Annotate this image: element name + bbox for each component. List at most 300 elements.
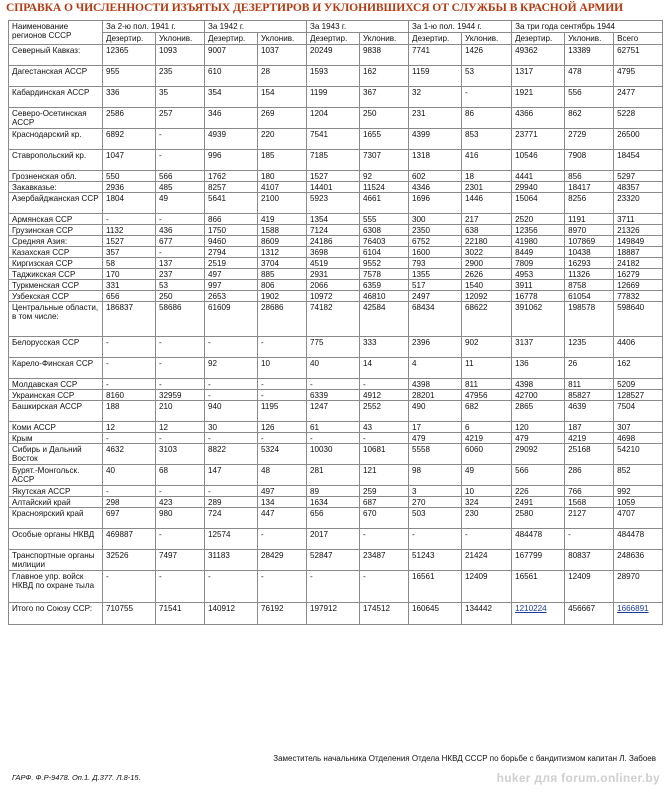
- table-cell: 5324: [258, 444, 307, 465]
- table-cell: 7124: [307, 225, 360, 236]
- table-cell: 12409: [462, 571, 512, 603]
- table-cell: 3022: [462, 247, 512, 258]
- region-name: Ставропольский кр.: [9, 150, 103, 171]
- table-cell: 217: [462, 214, 512, 225]
- table-cell: 80837: [565, 550, 614, 571]
- table-cell: 49: [462, 465, 512, 486]
- table-cell: 997: [205, 280, 258, 291]
- table-cell: -: [360, 433, 409, 444]
- table-cell: 724: [205, 508, 258, 529]
- header-sub: Дезертир.: [307, 33, 360, 45]
- table-cell: 198578: [565, 302, 614, 337]
- header-sub: Дезертир.: [409, 33, 462, 45]
- table-cell: 490: [409, 401, 462, 422]
- table-row: [9, 258, 663, 269]
- table-cell: 12: [156, 422, 205, 433]
- table-cell: 3711: [614, 214, 663, 225]
- table-row: [9, 433, 663, 444]
- table-cell: -: [103, 337, 156, 358]
- table-cell: 687: [360, 497, 409, 508]
- table-cell: -: [205, 571, 258, 603]
- table-cell: 35: [156, 87, 205, 108]
- table-cell: 6308: [360, 225, 409, 236]
- table-cell: 598640: [614, 302, 663, 337]
- table-cell: 23487: [360, 550, 409, 571]
- table-cell: -: [156, 571, 205, 603]
- table-cell: 26: [565, 358, 614, 379]
- table-cell: 1593: [307, 66, 360, 87]
- table-row: [9, 508, 663, 529]
- table-cell: -: [360, 571, 409, 603]
- statistics-table: [8, 20, 663, 625]
- table-cell: 9838: [360, 45, 409, 66]
- table-cell: -: [103, 433, 156, 444]
- table-cell: 436: [156, 225, 205, 236]
- region-name: Карело-Финская ССР: [9, 358, 103, 379]
- table-cell: 4: [409, 358, 462, 379]
- table-cell: 4519: [307, 258, 360, 269]
- table-cell: 29092: [512, 444, 565, 465]
- table-cell: 68434: [409, 302, 462, 337]
- header-sub: Уклонив.: [462, 33, 512, 45]
- table-cell: 2865: [512, 401, 565, 422]
- table-row: [9, 291, 663, 302]
- table-cell: 250: [360, 108, 409, 129]
- table-cell: 269: [258, 108, 307, 129]
- table-cell: 6339: [307, 390, 360, 401]
- table-cell: 23771: [512, 129, 565, 150]
- table-cell: 656: [103, 291, 156, 302]
- table-cell: -: [205, 486, 258, 497]
- table-cell: 28: [258, 66, 307, 87]
- table-cell: 7185: [307, 150, 360, 171]
- table-cell: 1540: [462, 280, 512, 291]
- table-cell: 4219: [565, 433, 614, 444]
- table-cell: 61: [307, 422, 360, 433]
- table-cell: 286: [565, 465, 614, 486]
- table-cell: 853: [462, 129, 512, 150]
- table-cell: 677: [156, 236, 205, 247]
- table-row: [9, 401, 663, 422]
- header-period: За 1-ю пол. 1944 г.: [409, 21, 512, 33]
- table-cell: 806: [258, 280, 307, 291]
- table-cell: 289: [205, 497, 258, 508]
- table-cell: 248636: [614, 550, 663, 571]
- table-cell: 18417: [565, 182, 614, 193]
- table-cell: 346: [205, 108, 258, 129]
- table-cell: 126: [258, 422, 307, 433]
- table-cell: -: [409, 529, 462, 550]
- table-cell: 77832: [614, 291, 663, 302]
- table-cell: 478: [565, 66, 614, 87]
- table-cell: 4107: [258, 182, 307, 193]
- table-cell: 1750: [205, 225, 258, 236]
- table-cell: 992: [614, 486, 663, 497]
- table-cell: 336: [103, 87, 156, 108]
- table-cell: 160645: [409, 603, 462, 625]
- table-cell: 62751: [614, 45, 663, 66]
- table-row: [9, 529, 663, 550]
- table-cell: 1204: [307, 108, 360, 129]
- region-name: Украинская ССР: [9, 390, 103, 401]
- table-cell: 53: [462, 66, 512, 87]
- region-name: Белорусская ССР: [9, 337, 103, 358]
- table-cell: 107869: [565, 236, 614, 247]
- table-cell: 566: [156, 171, 205, 182]
- table-cell: 298: [103, 497, 156, 508]
- table-cell: 16561: [409, 571, 462, 603]
- table-cell: 3911: [512, 280, 565, 291]
- table-row: [9, 214, 663, 225]
- header-period: За 2-ю пол. 1941 г.: [103, 21, 205, 33]
- header-sub: Уклонив.: [565, 33, 614, 45]
- table-cell: 231: [409, 108, 462, 129]
- table-cell: 162: [614, 358, 663, 379]
- header-sub: Уклонив.: [360, 33, 409, 45]
- table-cell: 16279: [614, 269, 663, 280]
- table-cell: 167799: [512, 550, 565, 571]
- table-cell: 32526: [103, 550, 156, 571]
- table-cell: 955: [103, 66, 156, 87]
- table-cell: 1191: [565, 214, 614, 225]
- table-cell: 24182: [614, 258, 663, 269]
- region-name: Киргизская ССР: [9, 258, 103, 269]
- table-cell: 2127: [565, 508, 614, 529]
- table-cell: 862: [565, 108, 614, 129]
- table-cell: 2626: [462, 269, 512, 280]
- table-cell: 7504: [614, 401, 663, 422]
- table-cell: 12: [103, 422, 156, 433]
- table-cell: 5228: [614, 108, 663, 129]
- table-cell: 1655: [360, 129, 409, 150]
- table-cell: -: [103, 486, 156, 497]
- table-cell: 197912: [307, 603, 360, 625]
- table-cell: 21424: [462, 550, 512, 571]
- table-row: [9, 422, 663, 433]
- table-cell: 16561: [512, 571, 565, 603]
- table-cell: 30: [205, 422, 258, 433]
- table-cell: 13389: [565, 45, 614, 66]
- table-cell: 5641: [205, 193, 258, 214]
- table-cell: -: [103, 571, 156, 603]
- table-cell: 4661: [360, 193, 409, 214]
- table-cell: -: [156, 433, 205, 444]
- table-cell: 140912: [205, 603, 258, 625]
- table-cell: -: [205, 390, 258, 401]
- table-cell: 21326: [614, 225, 663, 236]
- table-cell: 610: [205, 66, 258, 87]
- table-cell: 86: [462, 108, 512, 129]
- region-name: Казахская ССР: [9, 247, 103, 258]
- table-cell: -: [156, 129, 205, 150]
- table-cell: 16778: [512, 291, 565, 302]
- table-cell: 22180: [462, 236, 512, 247]
- table-cell: 497: [205, 269, 258, 280]
- table-cell: 147: [205, 465, 258, 486]
- table-cell: 902: [462, 337, 512, 358]
- table-cell: 10: [258, 358, 307, 379]
- table-cell: 2729: [565, 129, 614, 150]
- table-cell: 1527: [307, 171, 360, 182]
- table-cell: 149849: [614, 236, 663, 247]
- table-cell: 12669: [614, 280, 663, 291]
- table-cell: 121: [360, 465, 409, 486]
- table-cell: 4698: [614, 433, 663, 444]
- table-cell: 456667: [565, 603, 614, 625]
- table-cell: 682: [462, 401, 512, 422]
- table-cell: 4953: [512, 269, 565, 280]
- table-cell: 32: [409, 87, 462, 108]
- table-cell: 28686: [258, 302, 307, 337]
- table-row: [9, 603, 663, 625]
- table-row: [9, 171, 663, 182]
- table-cell: 656: [307, 508, 360, 529]
- table-cell: -: [462, 87, 512, 108]
- region-name: Молдавская ССР: [9, 379, 103, 390]
- table-cell: -: [258, 337, 307, 358]
- table-cell: 638: [462, 225, 512, 236]
- table-cell: 1037: [258, 45, 307, 66]
- table-cell: 1210224: [512, 603, 565, 625]
- table-cell: 18454: [614, 150, 663, 171]
- region-name: Итого по Союзу ССР:: [9, 603, 103, 625]
- table-cell: 1804: [103, 193, 156, 214]
- table-cell: 447: [258, 508, 307, 529]
- header-sub: Уклонив.: [258, 33, 307, 45]
- table-cell: 1446: [462, 193, 512, 214]
- table-cell: -: [360, 379, 409, 390]
- table-cell: 766: [565, 486, 614, 497]
- table-cell: 2794: [205, 247, 258, 258]
- table-cell: 226: [512, 486, 565, 497]
- table-cell: 357: [103, 247, 156, 258]
- table-cell: 1568: [565, 497, 614, 508]
- table-cell: 1318: [409, 150, 462, 171]
- table-cell: -: [156, 379, 205, 390]
- table-cell: 4346: [409, 182, 462, 193]
- table-row: [9, 247, 663, 258]
- table-cell: 15064: [512, 193, 565, 214]
- table-cell: 4939: [205, 129, 258, 150]
- region-name: Особые органы НКВД: [9, 529, 103, 550]
- table-cell: 5297: [614, 171, 663, 182]
- table-cell: 2301: [462, 182, 512, 193]
- table-cell: 8449: [512, 247, 565, 258]
- table-cell: -: [156, 337, 205, 358]
- table-cell: 134442: [462, 603, 512, 625]
- region-name: Грозненская обл.: [9, 171, 103, 182]
- table-cell: 3103: [156, 444, 205, 465]
- table-cell: 6104: [360, 247, 409, 258]
- table-cell: 10438: [565, 247, 614, 258]
- table-cell: 12574: [205, 529, 258, 550]
- table-row: [9, 550, 663, 571]
- table-cell: 6060: [462, 444, 512, 465]
- table-cell: 28970: [614, 571, 663, 603]
- table-cell: 5209: [614, 379, 663, 390]
- table-cell: 710755: [103, 603, 156, 625]
- table-cell: 550: [103, 171, 156, 182]
- region-name: Якутская АССР: [9, 486, 103, 497]
- table-cell: -: [156, 529, 205, 550]
- table-cell: -: [103, 379, 156, 390]
- table-cell: 7908: [565, 150, 614, 171]
- table-cell: 52847: [307, 550, 360, 571]
- table-cell: 237: [156, 269, 205, 280]
- table-cell: 4219: [462, 433, 512, 444]
- table-cell: 2653: [205, 291, 258, 302]
- table-cell: 10681: [360, 444, 409, 465]
- table-cell: 7741: [409, 45, 462, 66]
- table-cell: 48357: [614, 182, 663, 193]
- table-cell: 980: [156, 508, 205, 529]
- header-sub: Дезертир.: [512, 33, 565, 45]
- table-cell: 24186: [307, 236, 360, 247]
- table-cell: 31183: [205, 550, 258, 571]
- table-cell: 996: [205, 150, 258, 171]
- table-cell: 76403: [360, 236, 409, 247]
- table-cell: 7497: [156, 550, 205, 571]
- table-cell: -: [205, 433, 258, 444]
- table-cell: 503: [409, 508, 462, 529]
- region-name: Красноярский край: [9, 508, 103, 529]
- table-cell: -: [462, 529, 512, 550]
- table-row: [9, 337, 663, 358]
- table-cell: 1059: [614, 497, 663, 508]
- table-cell: 3698: [307, 247, 360, 258]
- table-cell: 2520: [512, 214, 565, 225]
- table-cell: 1247: [307, 401, 360, 422]
- table-cell: 170: [103, 269, 156, 280]
- table-cell: 40: [307, 358, 360, 379]
- table-cell: 9460: [205, 236, 258, 247]
- table-cell: 134: [258, 497, 307, 508]
- table-cell: 29940: [512, 182, 565, 193]
- table-cell: 2586: [103, 108, 156, 129]
- header-sub: Всего: [614, 33, 663, 45]
- table-cell: 58: [103, 258, 156, 269]
- region-name: Краснодарский кр.: [9, 129, 103, 150]
- table-cell: 2350: [409, 225, 462, 236]
- table-cell: -: [258, 433, 307, 444]
- table-cell: 2580: [512, 508, 565, 529]
- table-cell: 1235: [565, 337, 614, 358]
- table-cell: 2396: [409, 337, 462, 358]
- table-cell: 2100: [258, 193, 307, 214]
- table-cell: 11524: [360, 182, 409, 193]
- region-name: Бурят.-Монгольск. АССР: [9, 465, 103, 486]
- table-cell: 6892: [103, 129, 156, 150]
- region-name: Армянская ССР: [9, 214, 103, 225]
- table-cell: 154: [258, 87, 307, 108]
- table-cell: 17: [409, 422, 462, 433]
- region-name: Башкирская АССР: [9, 401, 103, 422]
- table-cell: -: [205, 379, 258, 390]
- region-name: Сибирь и Дальний Восток: [9, 444, 103, 465]
- table-cell: 1317: [512, 66, 565, 87]
- table-cell: -: [205, 337, 258, 358]
- watermark: huker для forum.onliner.by: [496, 771, 660, 785]
- table-row: [9, 182, 663, 193]
- table-cell: 866: [205, 214, 258, 225]
- table-cell: 20249: [307, 45, 360, 66]
- table-cell: -: [103, 358, 156, 379]
- table-row: [9, 390, 663, 401]
- table-cell: 10030: [307, 444, 360, 465]
- table-cell: 1132: [103, 225, 156, 236]
- table-cell: 3137: [512, 337, 565, 358]
- table-cell: -: [156, 247, 205, 258]
- table-cell: 1696: [409, 193, 462, 214]
- table-cell: 3: [409, 486, 462, 497]
- table-cell: 391062: [512, 302, 565, 337]
- table-cell: 419: [258, 214, 307, 225]
- table-cell: 270: [409, 497, 462, 508]
- table-cell: 852: [614, 465, 663, 486]
- table-cell: 12409: [565, 571, 614, 603]
- table-cell: 1600: [409, 247, 462, 258]
- table-cell: 697: [103, 508, 156, 529]
- table-row: [9, 379, 663, 390]
- table-cell: -: [360, 529, 409, 550]
- table-cell: 7307: [360, 150, 409, 171]
- region-name: Туркменская ССР: [9, 280, 103, 291]
- table-cell: 479: [409, 433, 462, 444]
- table-cell: 324: [462, 497, 512, 508]
- table-row: [9, 497, 663, 508]
- table-cell: 556: [565, 87, 614, 108]
- table-cell: 555: [360, 214, 409, 225]
- table-cell: 2936: [103, 182, 156, 193]
- header-period: За три года сентябрь 1944: [512, 21, 663, 33]
- region-name: Северо-Осетинская АССР: [9, 108, 103, 129]
- table-cell: 47956: [462, 390, 512, 401]
- region-name: Северный Кавказ:: [9, 45, 103, 66]
- table-cell: 11: [462, 358, 512, 379]
- table-cell: 8822: [205, 444, 258, 465]
- table-cell: 4366: [512, 108, 565, 129]
- table-cell: 885: [258, 269, 307, 280]
- table-cell: 354: [205, 87, 258, 108]
- table-cell: 12092: [462, 291, 512, 302]
- table-row: [9, 45, 663, 66]
- table-cell: 8609: [258, 236, 307, 247]
- table-cell: 162: [360, 66, 409, 87]
- table-cell: 300: [409, 214, 462, 225]
- table-cell: 4639: [565, 401, 614, 422]
- table-cell: 2552: [360, 401, 409, 422]
- table-cell: -: [258, 571, 307, 603]
- table-cell: -: [307, 433, 360, 444]
- table-cell: 856: [565, 171, 614, 182]
- table-cell: 12356: [512, 225, 565, 236]
- table-cell: 3704: [258, 258, 307, 269]
- table-cell: 4398: [512, 379, 565, 390]
- table-cell: 230: [462, 508, 512, 529]
- table-cell: 793: [409, 258, 462, 269]
- table-cell: -: [156, 214, 205, 225]
- table-row: [9, 358, 663, 379]
- table-cell: 51243: [409, 550, 462, 571]
- signature-line: Заместитель начальника Отделения Отдела НКВД СССР по борьбе с бандитизмом капитан Л. Забоев: [273, 754, 656, 763]
- region-name: Крым: [9, 433, 103, 444]
- header-period: За 1943 г.: [307, 21, 409, 33]
- table-cell: 4632: [103, 444, 156, 465]
- table-cell: 811: [462, 379, 512, 390]
- table-cell: 497: [258, 486, 307, 497]
- table-cell: 2900: [462, 258, 512, 269]
- table-cell: 7541: [307, 129, 360, 150]
